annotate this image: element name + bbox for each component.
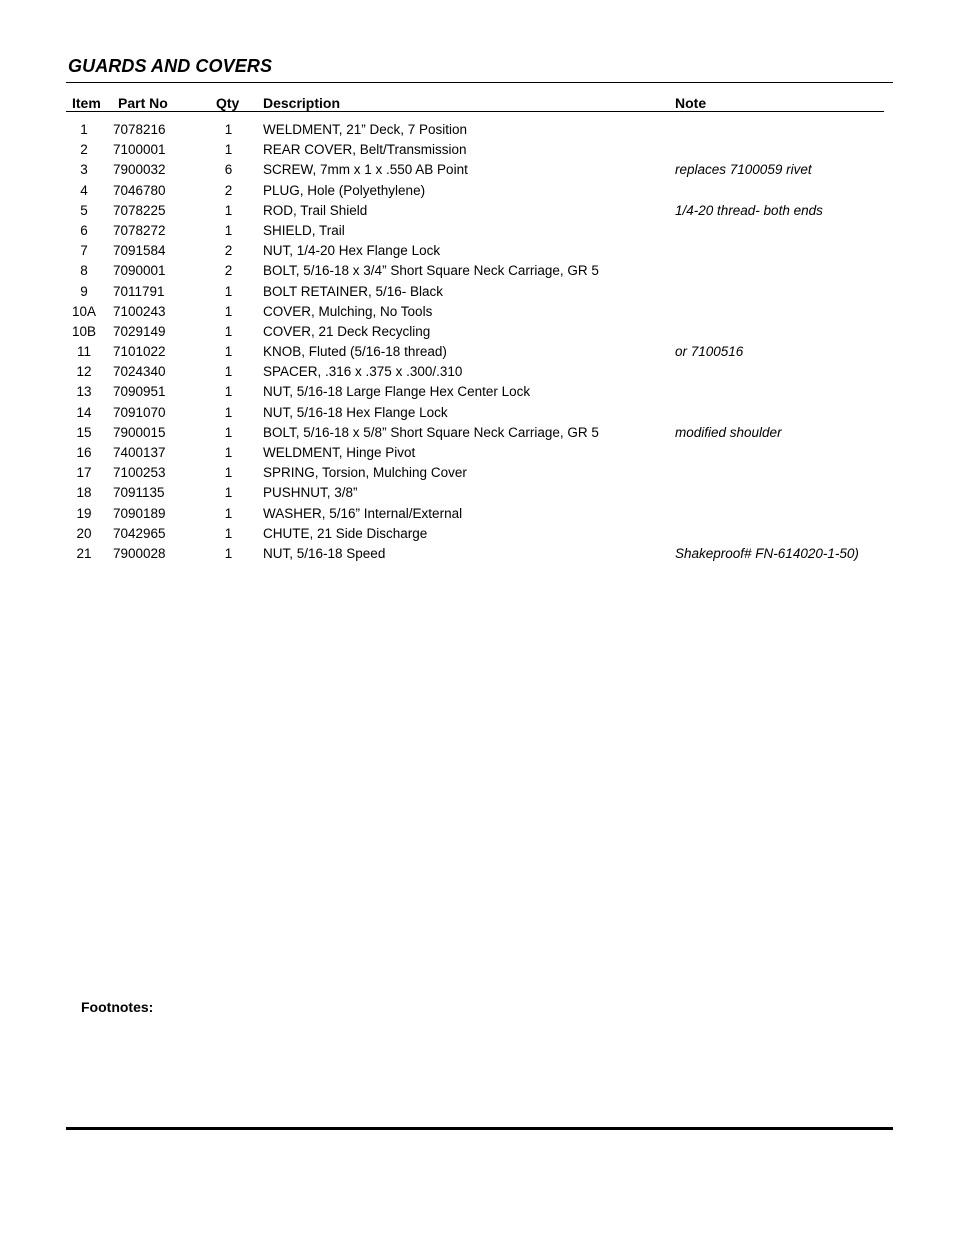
qty-cell: 1 xyxy=(224,344,233,360)
description-cell: PLUG, Hole (Polyethylene) xyxy=(263,182,426,198)
note-cell: modified shoulder xyxy=(675,424,782,440)
table-row xyxy=(66,323,884,343)
table-row xyxy=(66,444,884,464)
part-no-cell: 7900015 xyxy=(113,424,166,440)
note-cell: 1/4-20 thread- both ends xyxy=(675,202,823,218)
part-no-cell: 7400137 xyxy=(113,445,166,460)
item-cell: 10A xyxy=(71,303,97,319)
description-cell: WELDMENT, Hinge Pivot xyxy=(263,445,416,460)
bottom-divider xyxy=(66,1127,893,1130)
table-row xyxy=(66,464,884,484)
description-cell: WELDMENT, 21” Deck, 7 Position xyxy=(263,122,468,137)
qty-cell: 1 xyxy=(224,202,233,218)
qty-cell: 1 xyxy=(224,384,233,400)
part-no-cell: 7042965 xyxy=(113,525,166,541)
description-cell: PUSHNUT, 3/8” xyxy=(263,485,358,501)
item-cell: 14 xyxy=(76,404,92,420)
item-cell: 12 xyxy=(76,364,92,380)
description-cell: BOLT, 5/16-18 x 5/8” Short Square Neck Carriage, GR 5 xyxy=(263,424,599,440)
part-no-cell: 7078225 xyxy=(113,202,166,218)
part-no-cell: 7078216 xyxy=(113,122,166,137)
item-cell: 21 xyxy=(76,545,92,561)
item-cell: 15 xyxy=(76,424,92,440)
note-cell: or 7100516 xyxy=(675,344,744,360)
qty-cell: 6 xyxy=(224,162,233,178)
table-row xyxy=(66,343,884,363)
qty-cell: 1 xyxy=(224,142,233,158)
item-cell: 17 xyxy=(76,465,92,481)
part-no-cell: 7100001 xyxy=(113,142,166,158)
description-cell: SHIELD, Trail xyxy=(263,222,345,238)
part-no-cell: 7091135 xyxy=(113,485,165,501)
qty-cell: 1 xyxy=(224,525,233,541)
qty-cell: 1 xyxy=(224,465,233,481)
table-row xyxy=(66,141,884,161)
item-cell: 2 xyxy=(80,142,88,158)
footnotes-label: Footnotes: xyxy=(81,999,154,1015)
column-header-note: Note xyxy=(675,95,707,111)
table-row xyxy=(66,383,884,403)
item-cell: 10B xyxy=(71,323,97,339)
description-cell: BOLT RETAINER, 5/16- Black xyxy=(263,283,444,299)
column-header-qty: Qty xyxy=(216,95,240,111)
item-cell: 8 xyxy=(80,263,88,279)
part-no-cell: 7101022 xyxy=(113,344,166,360)
part-no-cell: 7900028 xyxy=(113,545,166,561)
part-no-cell: 7090951 xyxy=(113,384,166,400)
part-no-cell: 7090189 xyxy=(113,505,166,521)
item-cell: 6 xyxy=(80,222,88,238)
description-cell: NUT, 5/16-18 Speed xyxy=(263,545,386,561)
part-no-cell: 7090001 xyxy=(113,263,166,279)
qty-cell: 2 xyxy=(224,263,233,279)
item-cell: 1 xyxy=(80,122,88,137)
description-cell: KNOB, Fluted (5/16-18 thread) xyxy=(263,344,447,360)
part-no-cell: 7046780 xyxy=(113,182,166,198)
item-cell: 11 xyxy=(76,344,91,360)
description-cell: COVER, 21 Deck Recycling xyxy=(263,323,431,339)
description-cell: CHUTE, 21 Side Discharge xyxy=(263,525,428,541)
table-row xyxy=(66,222,884,242)
qty-cell: 1 xyxy=(224,364,233,380)
table-row xyxy=(66,262,884,282)
qty-cell: 1 xyxy=(224,485,233,501)
table-row xyxy=(66,363,884,383)
qty-cell: 1 xyxy=(224,283,233,299)
item-cell: 18 xyxy=(76,485,92,501)
qty-cell: 2 xyxy=(224,182,233,198)
qty-cell: 1 xyxy=(224,303,233,319)
item-cell: 7 xyxy=(80,243,88,259)
column-header-item: Item xyxy=(72,95,101,111)
description-cell: COVER, Mulching, No Tools xyxy=(263,303,433,319)
item-cell: 4 xyxy=(80,182,88,198)
part-no-cell: 7029149 xyxy=(113,323,166,339)
table-row xyxy=(66,182,884,202)
table-row xyxy=(66,404,884,424)
qty-cell: 1 xyxy=(224,222,233,238)
description-cell: NUT, 1/4-20 Hex Flange Lock xyxy=(263,243,441,259)
description-cell: BOLT, 5/16-18 x 3/4” Short Square Neck Carriage, GR 5 xyxy=(263,263,599,279)
note-cell: replaces 7100059 rivet xyxy=(675,162,812,178)
description-cell: SPRING, Torsion, Mulching Cover xyxy=(263,465,467,481)
table-row xyxy=(66,525,884,545)
table-row xyxy=(66,202,884,222)
table-row xyxy=(66,242,884,262)
item-cell: 9 xyxy=(80,283,88,299)
part-no-cell: 7024340 xyxy=(113,364,166,380)
description-cell: ROD, Trail Shield xyxy=(263,202,368,218)
page-title: GUARDS AND COVERS xyxy=(68,56,273,76)
qty-cell: 1 xyxy=(224,445,233,460)
title-divider xyxy=(66,82,893,83)
description-cell: WASHER, 5/16” Internal/External xyxy=(263,505,463,521)
description-cell: NUT, 5/16-18 Large Flange Hex Center Lock xyxy=(263,384,531,400)
qty-cell: 1 xyxy=(224,424,233,440)
item-cell: 13 xyxy=(76,384,92,400)
part-no-cell: 7091070 xyxy=(113,404,166,420)
parts-table xyxy=(66,121,884,565)
part-no-cell: 7078272 xyxy=(113,222,166,238)
description-cell: REAR COVER, Belt/Transmission xyxy=(263,142,467,158)
table-row xyxy=(66,484,884,504)
description-cell: SPACER, .316 x .375 x .300/.310 xyxy=(263,364,463,380)
table-row xyxy=(66,161,884,181)
item-cell: 5 xyxy=(80,202,88,218)
part-no-cell: 7011791 xyxy=(113,283,165,299)
column-header-description: Description xyxy=(263,95,341,111)
table-row xyxy=(66,303,884,323)
qty-cell: 1 xyxy=(224,323,233,339)
table-header xyxy=(66,94,884,112)
part-no-cell: 7100243 xyxy=(113,303,166,319)
column-header-part-no: Part No xyxy=(118,95,168,111)
table-row xyxy=(66,505,884,525)
description-cell: NUT, 5/16-18 Hex Flange Lock xyxy=(263,404,448,420)
qty-cell: 1 xyxy=(224,505,233,521)
description-cell: SCREW, 7mm x 1 x .550 AB Point xyxy=(263,162,468,178)
qty-cell: 1 xyxy=(224,545,233,561)
qty-cell: 2 xyxy=(224,243,233,259)
part-no-cell: 7091584 xyxy=(113,243,166,259)
table-row xyxy=(66,424,884,444)
table-row xyxy=(66,283,884,303)
item-cell: 20 xyxy=(76,525,92,541)
table-row xyxy=(66,545,884,565)
item-cell: 19 xyxy=(76,505,92,521)
table-row xyxy=(66,121,884,141)
part-no-cell: 7900032 xyxy=(113,162,166,178)
part-no-cell: 7100253 xyxy=(113,465,166,481)
qty-cell: 1 xyxy=(224,122,233,137)
qty-cell: 1 xyxy=(224,404,233,420)
item-cell: 16 xyxy=(76,445,92,460)
item-cell: 3 xyxy=(80,162,88,178)
note-cell: Shakeproof# FN-614020-1-50) xyxy=(675,545,859,561)
